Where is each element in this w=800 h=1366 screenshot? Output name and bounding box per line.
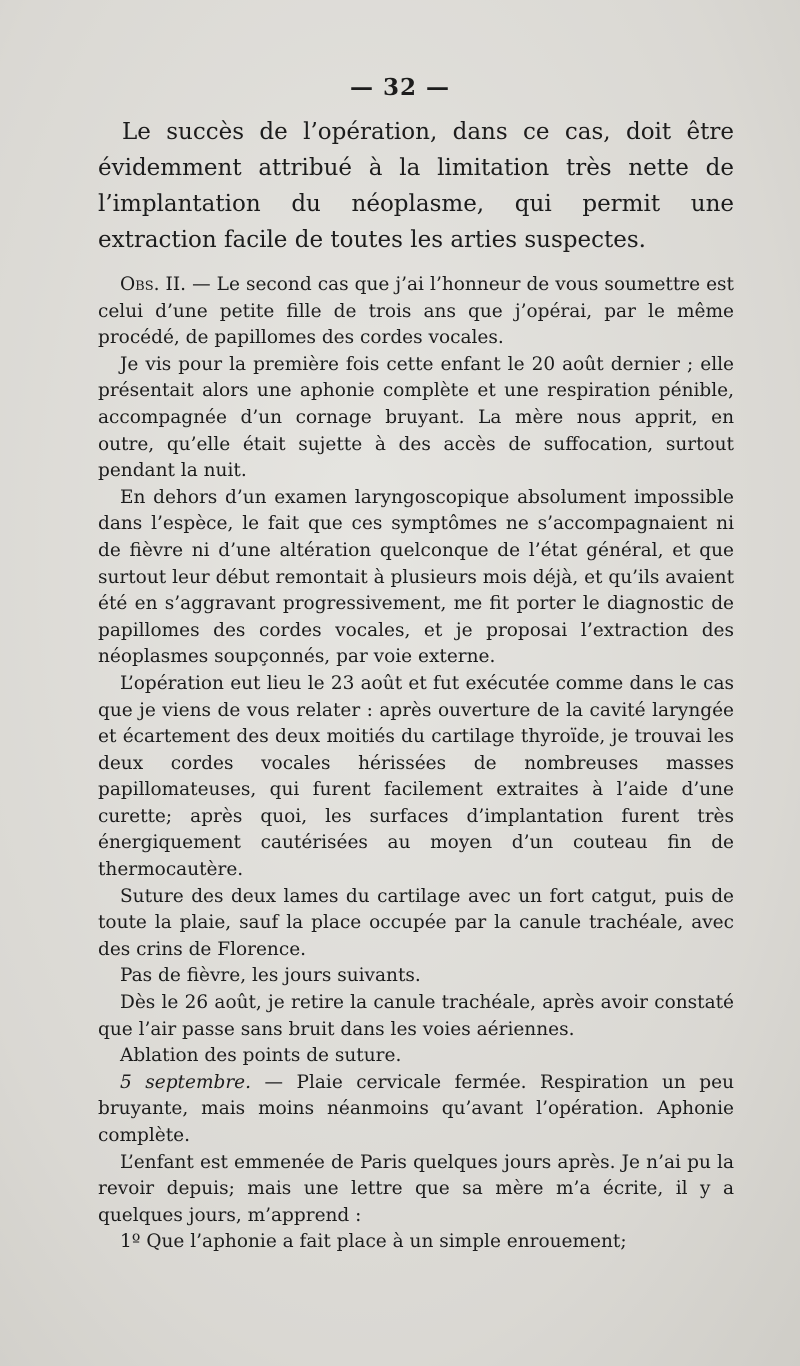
paragraph-operation: L’opération eut lieu le 23 août et fut exécutée comme dans le cas que je viens de vous relater : après ouverture de la cavité laryngée et écartement des deux moitiés du cartilage thyroïde, je trouvai les deux cordes vocales hérissées de nombreuses masses papillomateuses, qui furent facilement extraites à l’aide d’une curette; après quoi, les surfaces d’implantation furent très énergiquement cautérisées au moyen d’un couteau fin de thermocautère. — [98, 672, 734, 881]
paragraph-outcome-1: 1º Que l’aphonie a fait place à un simple enrouement; — [120, 1231, 627, 1253]
paragraph-cannula-removal: Dès le 26 août, je retire la canule trachéale, après avoir constaté que l’air passe sans bruit dans les voies aériennes. — [98, 992, 734, 1040]
observation-intro: Le second cas que j’ai l’honneur de vous soumettre est celui d’une petite fille de trois ans que j’opérai, par le même procédé, de papillomes des cordes vocales. — [98, 274, 734, 349]
paragraph-dated-entry — [98, 1070, 734, 1150]
paragraph-departure: L’enfant est emmenée de Paris quelques jours après. Je n’ai pu la revoir depuis; mais une lettre que sa mère m’a écrite, il y a quelques jours, m’apprend : — [98, 1151, 734, 1226]
observation-label: Obs. II. — [120, 274, 187, 295]
entry-text: — Plaie cervicale fermée. Respiration un peu bruyante, mais moins néanmoins qu’avant l’opération. Aphonie complète. — [98, 1071, 734, 1146]
page-number: — 32 — — [349, 74, 451, 101]
observation-section — [98, 272, 734, 1256]
observation-dash: — — [186, 274, 217, 295]
paragraph-diagnosis: En dehors d’un examen laryngoscopique absolument impossible dans l’espèce, le fait que ces symptômes ne s’accompagnaient ni de fièvre ni d’une altération quelconque de l’état général, et que surtout leur début remontait à plusieurs mois déjà, et qu’ils avaient été en s’aggravant progressivement, me fit porter le diagnostic de papillomes des cordes vocales, et je proposai l’extraction des néoplasmes soupçonnés, par voie externe. — [98, 486, 734, 668]
lead-paragraph: Le succès de l’opération, dans ce cas, doit être évidemment attribué à la limitation très nette de l’implantation du néoplasme, qui permit une extraction facile de toutes les arties suspectes. — [98, 119, 734, 253]
lead-section — [98, 114, 734, 258]
paragraph-first-visit: Je vis pour la première fois cette enfant le 20 août dernier ; elle présentait alors une aphonie complète et une respiration pénible, accompagnée d’un cornage bruyant. La mère nous apprit, en outre, qu’elle était sujette à des accès de suffocation, surtout pendant la nuit. — [98, 353, 734, 482]
observation-intro-paragraph — [98, 272, 734, 352]
paragraph-suture: Suture des deux lames du cartilage avec un fort catgut, puis de toute la plaie, sauf la place occupée par la canule trachéale, avec des crins de Florence. — [98, 885, 734, 960]
paragraph-no-fever: Pas de fièvre, les jours suivants. — [120, 965, 421, 987]
entry-date: 5 septembre. — [120, 1071, 252, 1093]
paragraph-suture-removal: Ablation des points de suture. — [120, 1045, 402, 1067]
